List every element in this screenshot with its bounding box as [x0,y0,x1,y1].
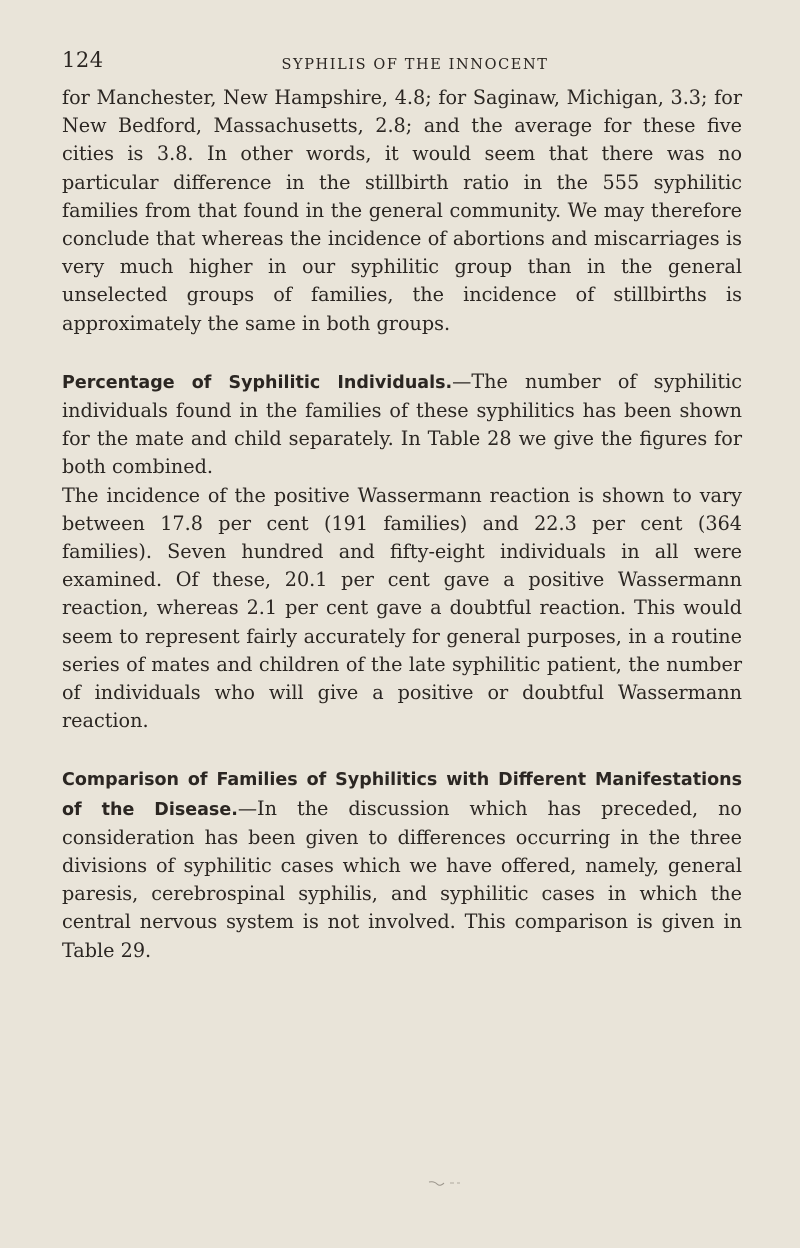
page-header [62,48,734,78]
section-text: —In the discussion which has preceded, no consideration has been given to differences occurring in the three divisions of syphilitic cases which we have offered, namely, general paresis, cerebrospinal syphilis, and syphilitic cases in which the central nervous system is not involved. This comparison is given in Table 29. [62,796,742,962]
section-heading: Comparison of Families of Syphilitics with Different Manifestations of the Disease. [62,770,742,820]
paragraph-wassermann: The incidence of the positive Wassermann reaction is shown to vary between 17.8 per cent (191 families) and 22.3 per cent (364 families). Seven hundred and fifty-eight individuals in all were examined. Of these, 20.1 per cent gave a positive Wassermann reaction, whereas 2.1 per cent gave a doubtful reaction. This would seem to represent fairly accurately for general purposes, in a routine series of mates and children of the late syphilitic patient, the number of individuals who will give a positive or doubtful Wassermann reaction. [62,483,742,733]
section-heading: Percentage of Syphilitic Individuals. [62,372,453,393]
page-number: 124 [62,48,104,72]
paragraph-stillbirths: for Manchester, New Hampshire, 4.8; for Saginaw, Michigan, 3.3; for New Bedford, Massachusetts, 2.8; and the average for these five cities is 3.8. In other words, it would seem that there was no particular difference in the stillbirth ratio in the 555 syphilitic families from that found in the general community. We may therefore conclude that whereas the incidence of abortions and miscarriages is very much higher in our syphilitic group than in the general unselected groups of families, the incidence of stillbirths is approximately the same in both groups. [62,86,742,335]
scan-smudge [428,1180,462,1186]
body-text [62,84,742,965]
section-text: —The number of syphilitic individuals found in the families of these syphilitics has been shown for the mate and child separately. In Table 28 we give the figures for both combined. [62,369,743,479]
section-percentage-syphilitic-individuals [62,368,742,482]
section-comparison-of-families [62,765,742,964]
running-title: SYPHILIS OF THE INNOCENT [281,57,549,73]
